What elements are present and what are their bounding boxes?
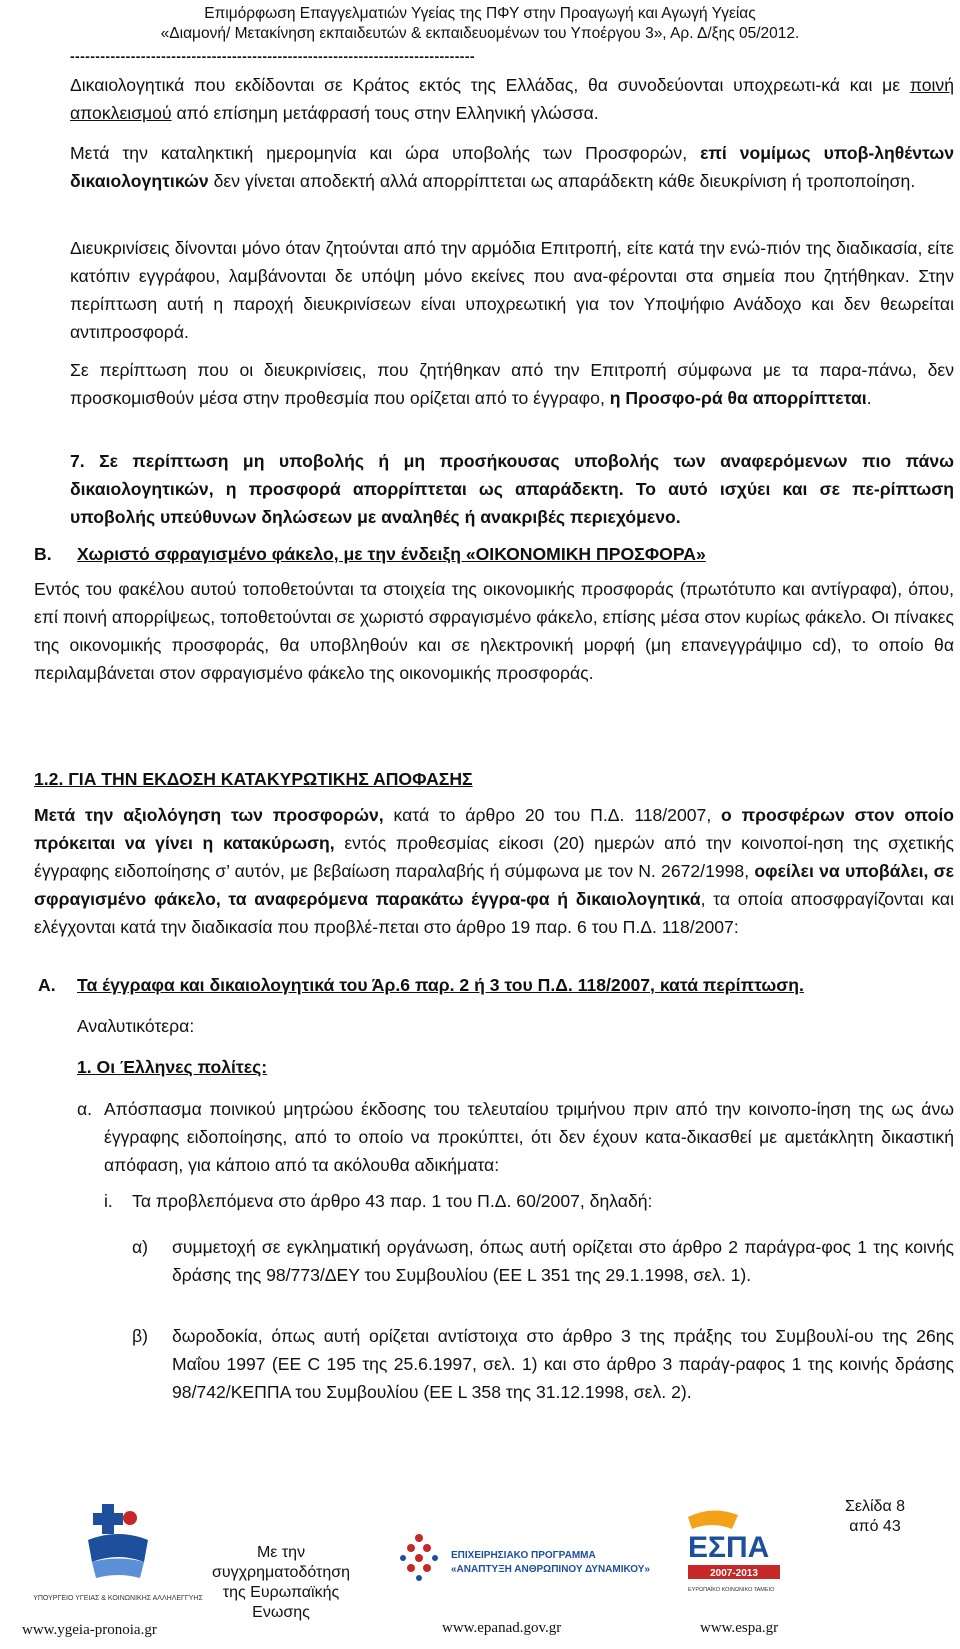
paragraph-clarifications-deadline	[70, 139, 954, 195]
section-a-heading: Τα έγγραφα και δικαιολογητικά του Άρ.6 παρ. 2 ή 3 του Π.Δ. 118/2007, κατά περίπτωση.	[77, 975, 804, 995]
header-subtitle: «Διαμονή/ Μετακίνηση εκπαιδευτών & εκπαιδευομένων του Υπoέργου 3», Αρ. Δ/ξης 05/2012.	[160, 25, 800, 42]
section-a-label: Α.	[38, 975, 56, 995]
item-ia-label: α)	[132, 1237, 149, 1257]
url-ygeia-pronoia[interactable]: www.ygeia-pronoia.gr	[22, 1622, 157, 1638]
item-ib-text: δωροδοκία, όπως αυτή ορίζεται αντίστοιχα στο άρθρο 3 της πράξης του Συμβουλί-ου της 26ης Μαΐου 1997 (ΕΕ C 195 της 25.6.1997, σελ. 1) και στο άρθρο 3 παράγ-ραφος 1 της κοινής δράσης 98/742/ΚΕΠΠΑ του Συμβουλίου (ΕΕ L 358 της 31.12.1998, σελ. 2).	[172, 1326, 954, 1402]
espa-logo-text: ΕΣΠΑ	[688, 1531, 770, 1564]
bold-text: επί νομίμως υποβ-ληθέντων δικαιολογητικών	[70, 143, 954, 191]
text: συγχρηματοδότηση	[211, 1564, 351, 1581]
subsection-greek-citizens: 1. Οι Έλληνες πολίτες:	[77, 1057, 268, 1077]
ministry-logo-text: ΥΠΟΥΡΓΕΙΟ ΥΓΕΙΑΣ & ΚΟΙΝΩΝΙΚΗΣ ΑΛΛΗΛΕΓΓΥΗΣ	[33, 1595, 203, 1602]
text: εντός προθεσμίας είκοσι (20) ημερών από την κοινοποί-ηση της σχετικής έγγραφης ειδοποίησης σ’ αυτόν, με βεβαίωση παραλαβής ή σύμφωνα με τον Ν. 2672/1998,	[34, 833, 954, 881]
underlined-text: ποινή αποκλεισμού	[70, 75, 954, 123]
paragraph-clarifications: Διευκρινίσεις δίνονται μόνο όταν ζητούνται από την αρμόδια Επιτροπή, είτε κατά την ενώ-πιόν της διαδικασία, είτε κατόπιν εγγράφου, λαμβάνονται δε υπόψη μόνο εκείνες που ανα-φέρονται στα σημεία που ζητήθηκαν. Στην περίπτωση αυτή η παροχή διευκρινίσεων είναι υποχρεωτική για τον Υποψήφιο Ανάδοχο και δεν θεωρείται αντιπροσφορά.	[70, 238, 954, 342]
text: από επίσημη μετάφρασή τους στην Ελληνική γλώσσα.	[171, 103, 599, 123]
eu-cofunding-text	[200, 1543, 362, 1623]
section-b-heading: Χωριστό σφραγισμένο φάκελο, με την ένδειξη «ΟΙΚΟΝΟΜΙΚΗ ΠΡΟΣΦΟΡΑ»	[77, 544, 706, 564]
text: Ενωσης	[252, 1604, 310, 1621]
epanad-logo	[395, 1520, 650, 1600]
epanad-logo-text: ΕΠΙΧΕΙΡΗΣΙΑΚΟ ΠΡΟΓΡΑΜΜΑ	[451, 1550, 596, 1561]
header-title: Επιμόρφωση Επαγγελματιών Υγείας της ΠΦΥ στην Προαγωγή και Αγωγή Υγείας	[204, 5, 756, 22]
text: .	[866, 388, 872, 408]
text: Μετά την καταληκτική ημερομηνία και ώρα υποβολής των Προσφορών,	[70, 143, 701, 163]
item-i-text: Τα προβλεπόμενα στο άρθρο 43 παρ. 1 του Π.Δ. 60/2007, δηλαδή:	[132, 1191, 653, 1211]
page-total: από 43	[849, 1518, 901, 1535]
section-b-label: Β.	[34, 544, 52, 564]
item-alpha-text: Απόσπασμα ποινικού μητρώου έκδοσης του τελευταίου τριμήνου πριν από την κοινοπο-ίηση της ως άνω έγγραφης ειδοποίησης, από το οποίο να προκύπτει, ότι δεν έχουν κατα-δικασθεί με αμετάκλητη δικαστική απόφαση, για κάποιο από τα ακόλουθα αδικήματα:	[104, 1099, 954, 1175]
text: Δικαιολογητικά που εκδίδονται σε Κράτος εκτός της Ελλάδας, θα συνοδεύονται υποχρεωτι-κά και με	[70, 75, 910, 95]
text: της Ευρωπαϊκής	[222, 1584, 340, 1601]
item-ia-text: συμμετοχή σε εγκληματική οργάνωση, όπως αυτή ορίζεται στο άρθρο 2 παράγρα-φος 1 της κοινής δράσης της 98/773/ΔΕΥ του Συμβουλίου (ΕΕ L 351 της 29.1.1998, σελ. 1).	[172, 1237, 954, 1285]
section-1-2-heading: 1.2. ΓΙΑ ΤΗΝ ΕΚΔΟΣΗ ΚΑΤΑΚΥΡΩΤΙΚΗΣ ΑΠΟΦΑΣΗΣ	[34, 769, 473, 789]
url-espa[interactable]: www.espa.gr	[700, 1620, 779, 1636]
item-ib-label: β)	[132, 1326, 148, 1346]
analytical-label: Αναλυτικότερα:	[77, 1016, 195, 1036]
url-epanad[interactable]: www.epanad.gov.gr	[442, 1620, 562, 1636]
espa-logo	[682, 1505, 792, 1605]
page-number	[820, 1497, 930, 1537]
text: δεν γίνεται αποδεκτή αλλά απορρίπτεται ως απαράδεκτη κάθε διευκρίνιση ή τροποποίηση.	[208, 171, 916, 191]
espa-sub-text: ΕΥΡΩΠΑΪΚΟ ΚΟΙΝΩΝΙΚΟ ΤΑΜΕΙΟ	[688, 1587, 775, 1593]
paragraph-rejection	[70, 356, 954, 412]
paragraph-translation	[70, 71, 954, 127]
text: , τα οποία αποσφραγίζονται και ελέγχονται κατά την διαδικασία που προβλέ-πεται στο άρθρο 19 παρ. 6 του Π.Δ. 118/2007:	[34, 889, 954, 937]
text: Σε περίπτωση που οι διευκρινίσεις, που ζητήθηκαν από την Επιτροπή σύμφωνα με τα παρα-πάνω, δεν προσκομισθούν μέσα στην προθεσμία που ορίζεται από το έγγραφο,	[70, 360, 954, 408]
ministry-logo	[33, 1500, 203, 1630]
bold-text: η Προσφο-ρά θα απορρίπτεται	[609, 388, 867, 408]
text: Με την	[256, 1544, 306, 1561]
bold-text: ο προσφέρων στον οποίο πρόκειται να γίνει η κατακύρωση,	[34, 805, 954, 853]
page-current: Σελίδα 8	[844, 1498, 906, 1515]
item-alpha-label: α.	[77, 1099, 93, 1119]
paragraph-award	[34, 801, 954, 941]
text: κατά το άρθρο 20 του Π.Δ. 118/2007,	[383, 805, 722, 825]
bold-text: Μετά την αξιολόγηση των προσφορών,	[34, 805, 384, 825]
epanad-logo-text: «ΑΝΑΠΤΥΞΗ ΑΝΘΡΩΠΙΝΟΥ ΔΥΝΑΜΙΚΟΥ»	[451, 1564, 650, 1575]
paragraph-point-7: 7. Σε περίπτωση μη υποβολής ή μη προσήκουσας υποβολής των αναφερόμενων πιο πάνω δικαιολογητικών, η προσφορά απορρίπτεται ως απαράδεκτη. Το αυτό ισχύει και σε πε-ρίπτωση υποβολής υπεύθυνων δηλώσεων με αναληθές ή ανακριβές περιεχόμενο.	[70, 451, 954, 527]
item-i-label: i.	[104, 1191, 113, 1211]
bold-text: οφείλει να υποβάλει, σε σφραγισμένο φάκελο, τα αναφερόμενα παρακάτω έγγρα-φα ή δικαιολογητικά	[34, 861, 954, 909]
paragraph-financial-offer: Εντός του φακέλου αυτού τοποθετούνται τα στοιχεία της οικονομικής προσφοράς (πρωτότυπο και αντίγραφα), όπου, επί ποινή απορρίψεως, τοποθετούνται σε χωριστό σφραγισμένο φάκελο, επίσης μέσα στον κυρίως φάκελο. Οι πίνακες της οικονομικής προσφοράς, θα υποβληθούν και σε ηλεκτρονική μορφή (μη επανεγγράψιμο cd), το οποίο θα περιλαμβάνεται στον σφραγισμένο φάκελο της οικονομικής προσφοράς.	[34, 579, 954, 683]
header-rule: --------------------------------------------------------------------------------	[70, 48, 475, 64]
espa-years: 2007-2013	[710, 1568, 758, 1579]
